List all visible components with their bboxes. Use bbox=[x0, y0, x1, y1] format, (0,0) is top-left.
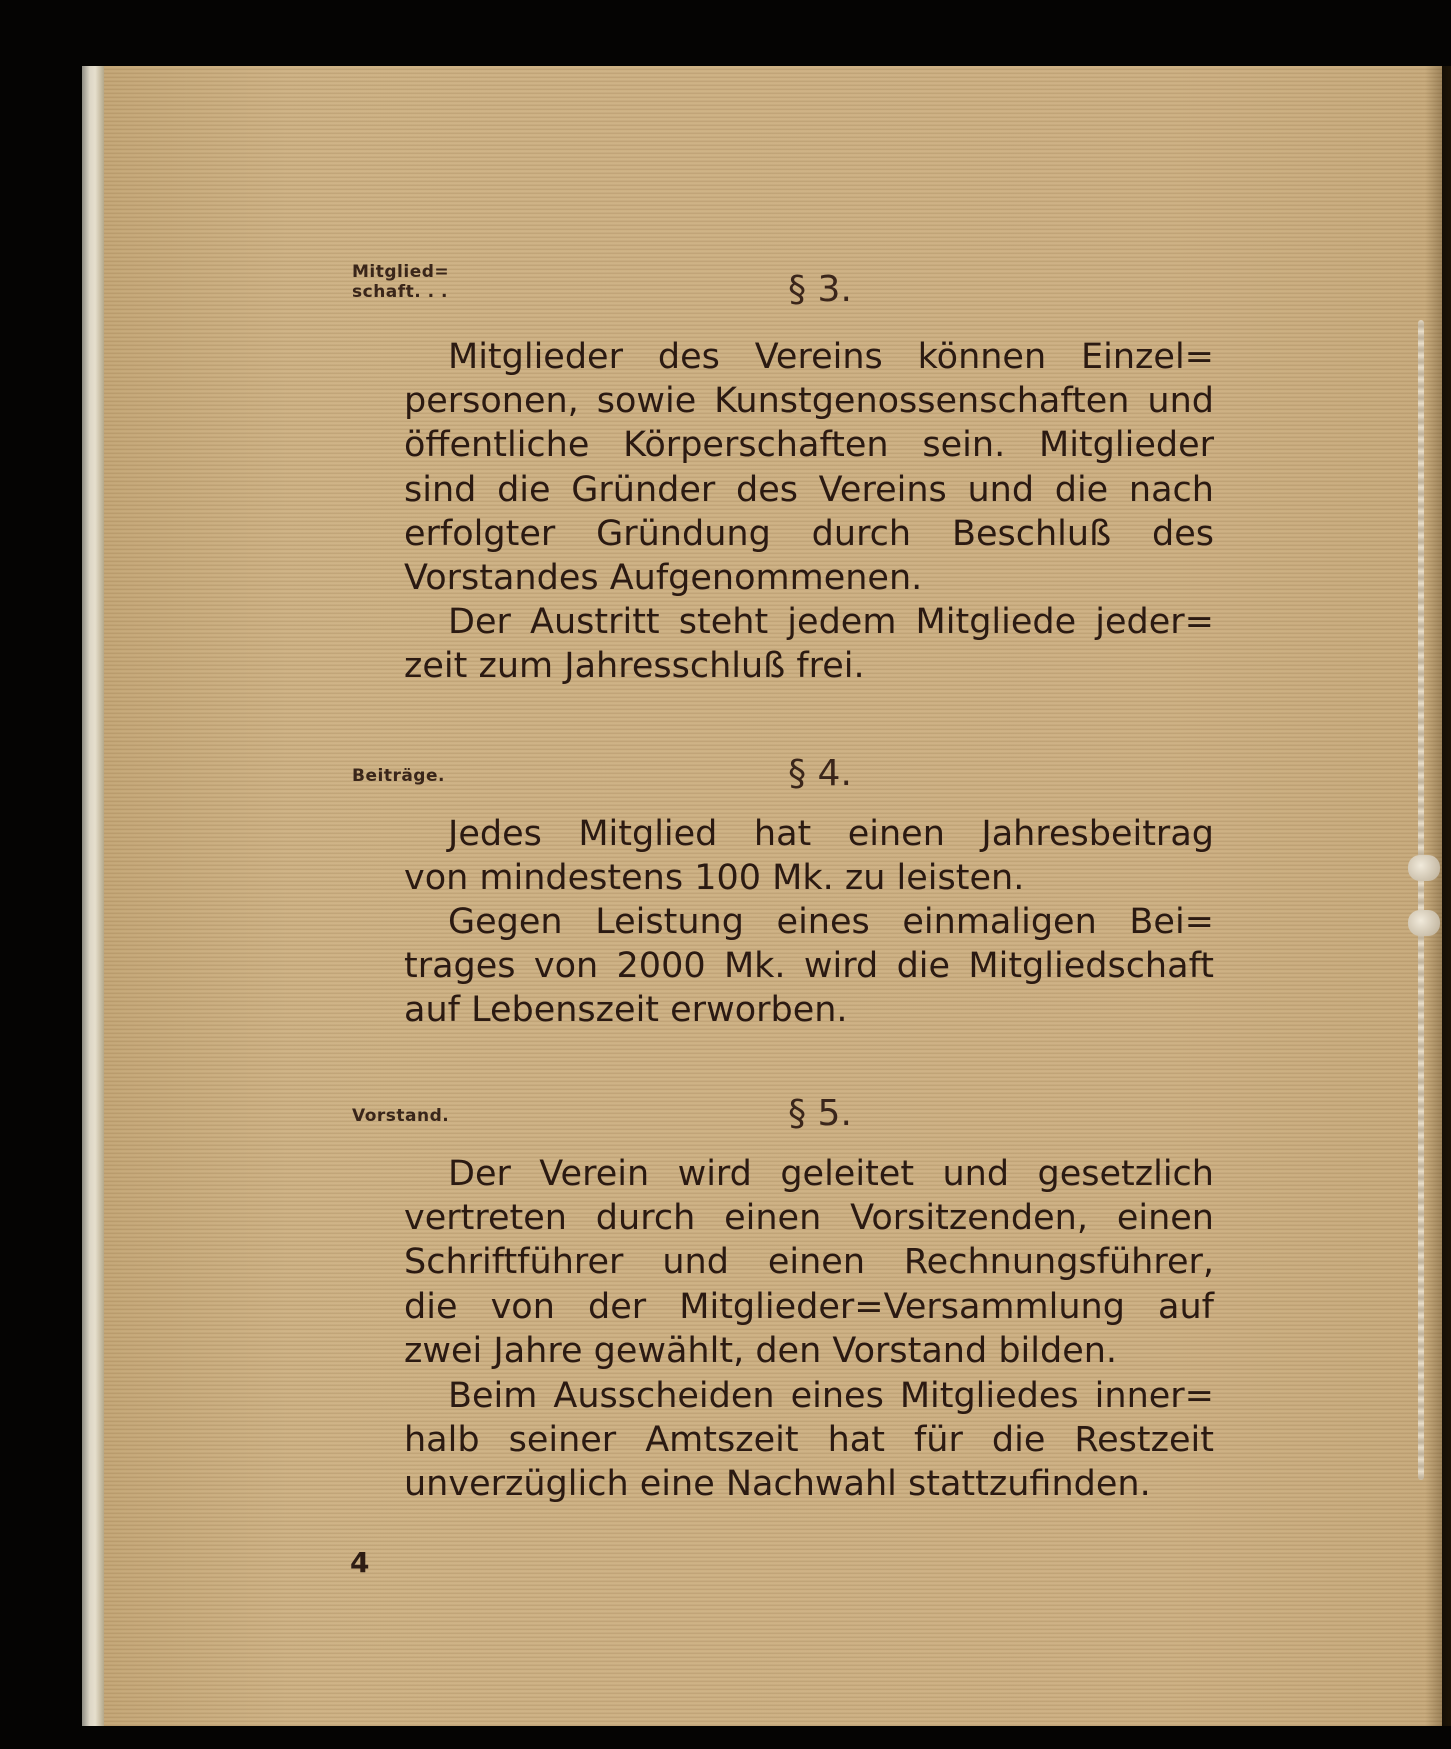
text-line: öffentliche Körperschaften sein. Mitglieder bbox=[404, 425, 1214, 466]
page-edge bbox=[82, 66, 104, 1726]
text-line: zeit zum Jahresschluß frei. bbox=[404, 646, 865, 687]
binding-knot bbox=[1408, 855, 1440, 881]
paragraph-5-1 bbox=[404, 1152, 1214, 1373]
binding-gutter bbox=[1425, 66, 1451, 1726]
margin-note-line: Vorstand. bbox=[352, 1106, 450, 1126]
text-line: zwei Jahre gewählt, den Vorstand bilden. bbox=[404, 1330, 1118, 1371]
paragraph-3-1 bbox=[404, 335, 1214, 600]
text-line: Jedes Mitglied hat einen Jahresbeitrag bbox=[448, 814, 1214, 854]
margin-note-line: Mitglied= bbox=[352, 262, 450, 282]
text-line: unverzüglich eine Nachwahl stattzufinden. bbox=[404, 1464, 1151, 1505]
text-line: halb seiner Amtszeit hat für die Restzeit bbox=[404, 1420, 1214, 1461]
section-heading-3: § 3. bbox=[788, 269, 852, 310]
text-line: Der Austritt steht jedem Mitgliede jeder= bbox=[448, 602, 1214, 642]
paragraph-5-2 bbox=[404, 1374, 1214, 1507]
text-line: personen, sowie Kunstgenossenschaften und bbox=[404, 381, 1214, 422]
text-line: Der Verein wird geleitet und gesetzlich bbox=[448, 1154, 1214, 1194]
text-line: trages von 2000 Mk. wird die Mitgliedschaft bbox=[404, 946, 1214, 987]
text-line: Gegen Leistung eines einmaligen Bei= bbox=[448, 902, 1214, 942]
section-heading-4: § 4. bbox=[788, 753, 852, 794]
text-line: vertreten durch einen Vorsitzenden, einen bbox=[404, 1198, 1214, 1239]
binding-knot bbox=[1408, 910, 1440, 936]
text-line: von mindestens 100 Mk. zu leisten. bbox=[404, 858, 1025, 899]
paragraph-4-2 bbox=[404, 900, 1214, 1033]
text-line: Beim Ausscheiden eines Mitgliedes inner= bbox=[448, 1376, 1214, 1416]
margin-note-line: Beiträge. bbox=[352, 766, 445, 786]
text-line: Schriftführer und einen Rechnungsführer, bbox=[404, 1242, 1214, 1283]
margin-note-membership bbox=[352, 262, 449, 302]
binding-thread bbox=[1418, 320, 1424, 1480]
text-line: erfolgter Gründung durch Beschluß des bbox=[404, 513, 1214, 554]
page-number: 4 bbox=[350, 1546, 370, 1579]
text-line: Mitglieder des Vereins können Einzel= bbox=[448, 337, 1214, 377]
paragraph-4-1 bbox=[404, 812, 1214, 900]
paragraph-3-2 bbox=[404, 600, 1214, 688]
text-line: die von der Mitglieder=Versammlung auf bbox=[404, 1286, 1214, 1327]
text-line: Vorstandes Aufgenommenen. bbox=[404, 558, 923, 599]
text-line: auf Lebenszeit erworben. bbox=[404, 990, 848, 1031]
margin-note-line: schaft. . . bbox=[352, 282, 449, 302]
margin-note-board bbox=[352, 1106, 449, 1126]
text-line: sind die Gründer des Vereins und die nach bbox=[404, 469, 1214, 510]
section-heading-5: § 5. bbox=[788, 1093, 852, 1134]
margin-note-contributions bbox=[352, 766, 445, 786]
